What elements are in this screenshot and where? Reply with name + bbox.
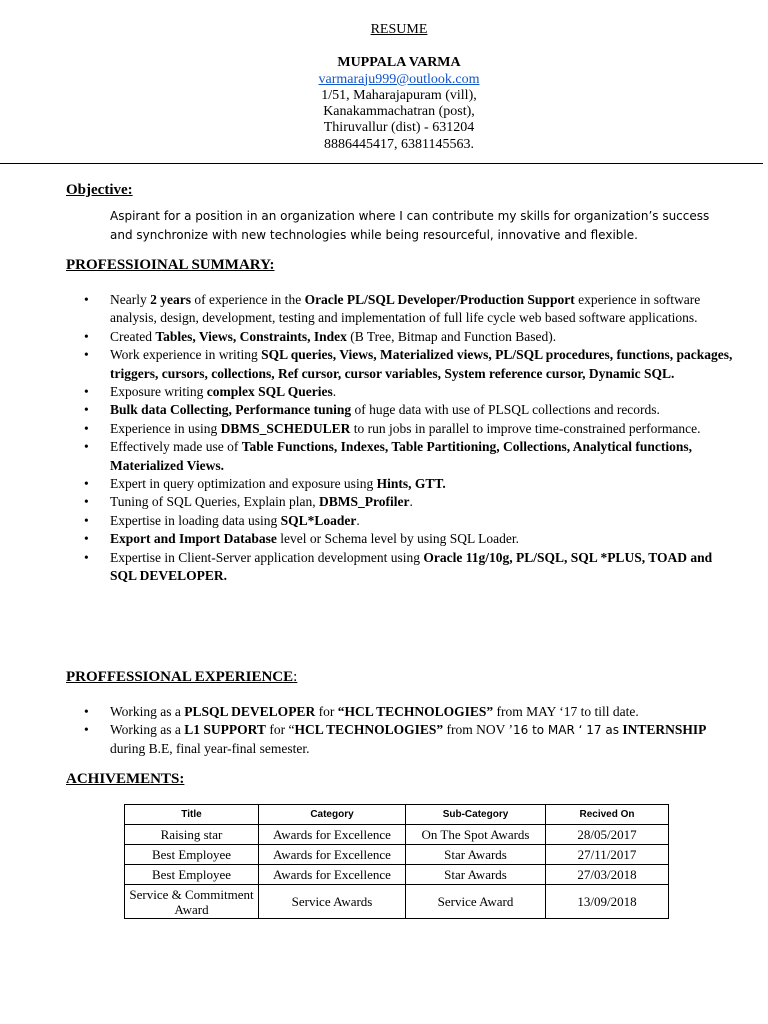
text-run: 16 to MAR ‘ 17 as [512,723,619,738]
table-row [125,825,669,845]
text-run: during B.E, final year-final semester. [110,740,310,756]
text-run: for [315,704,338,719]
text-run: “HCL TECHNOLOGIES” [337,704,494,719]
text-run: complex SQL Queries [206,384,333,400]
text-run: Created [110,328,156,344]
text-run: . [409,494,413,510]
text-run: to run jobs in parallel to improve time-constrained performance. [350,420,701,436]
text-run: Oracle 11g/10g, PL/SQL, SQL *PLUS, TOAD and SQL DEVELOPER. [110,549,713,584]
candidate-name: MUPPALA VARMA [337,55,461,71]
text-run: Export and Import Database [110,531,277,547]
list-item [84,549,734,586]
text-run: SQL queries, Views, Materialized views, PL/SQL procedures, functions, packages, triggers, cursors, collections, Ref cursor, cursor variables, System reference cursor, Dynamic SQL. [110,347,733,381]
column-header-received-on: Recived On [546,805,669,825]
address-line-2: Kanakammachatran (post), [323,104,475,120]
text-run: Exposure writing [110,384,207,400]
phone-numbers: 8886445417, 6381145563. [324,136,474,152]
bullet-icon: • [84,531,89,547]
text-run: 2 years [150,292,191,307]
cell-received-on: 27/03/2018 [546,865,669,885]
text-run: PLSQL DEVELOPER [184,704,316,719]
column-header-title: Title [125,805,259,825]
text-run: INTERNSHIP [622,722,707,738]
table-row [125,885,669,919]
list-item [84,493,734,511]
bullet-icon: • [84,704,89,719]
text-run: L1 SUPPORT [184,722,266,738]
text-run: Effectively made use of [110,439,242,455]
resume-header [0,22,768,153]
list-item [84,328,734,346]
cell-title: Service & Commitment Award [125,885,259,919]
bullet-icon: • [84,549,89,565]
text-run: Working as a [110,722,185,738]
list-item [84,512,734,530]
text-run: Expert in query optimization and exposure using [110,476,377,492]
text-run: Expertise in Client-Server application development using [110,549,424,565]
bullet-icon: • [84,494,89,510]
text-run: from MAY ‘17 to till date. [493,704,639,719]
cell-category: Awards for Excellence [259,865,406,885]
table-row [125,865,669,885]
experience-heading [66,669,297,686]
bullet-icon: • [84,328,89,344]
list-item [84,383,734,401]
text-run: for “ [265,722,295,738]
text-run: SQL*Loader [280,512,357,528]
email-link[interactable]: varmaraju999@outlook.com [318,71,480,87]
text-run: of huge data with use of PLSQL collections and records. [351,402,660,418]
column-header-category: Category [259,805,406,825]
text-run: DBMS_Profiler [319,494,410,510]
list-item [84,721,734,758]
text-run: Table Functions, Indexes, Table Partitioning, Collections, Analytical functions, Materialized Views. [110,439,693,473]
summary-heading: PROFESSIOINAL SUMMARY: [66,257,275,273]
text-run: Oracle PL/SQL Developer/Production Support [304,292,575,307]
list-item [84,530,734,548]
list-item [84,703,734,721]
address-line-3: Thiruvallur (dist) - 631204 [323,120,475,136]
cell-received-on: 13/09/2018 [546,885,669,919]
list-item [84,420,734,438]
table-row [125,845,669,865]
objective-heading: Objective: [66,182,133,198]
text-run: Work experience in writing [110,347,262,363]
text-run: HCL TECHNOLOGIES” [294,722,444,738]
text-run: . [356,512,360,528]
bullet-icon: • [84,402,89,418]
bullet-icon: • [84,722,89,738]
achievements-table [124,804,669,919]
cell-title: Raising star [125,825,259,845]
list-item [84,291,734,328]
bullet-icon: • [84,476,89,492]
text-run: from NOV ’ [443,722,513,738]
column-header-sub-category: Sub-Category [406,805,546,825]
objective-text: Aspirant for a position in an organization where I can contribute my skills for organization’s success and synchronize with new technologies while being resourceful, innovative and flexible. [110,209,710,242]
cell-title: Best Employee [125,845,259,865]
cell-title: Best Employee [125,865,259,885]
experience-heading-text: PROFFESSIONAL EXPERIENCE [66,669,294,685]
bullet-icon: • [84,420,89,436]
bullet-icon: • [84,384,89,400]
cell-received-on: 27/11/2017 [546,845,669,865]
header-divider [0,163,763,164]
text-run: Tables, Views, Constraints, Index [155,328,347,344]
list-item [84,475,734,493]
summary-list [84,291,734,586]
document-title: RESUME [370,22,428,37]
cell-category: Service Awards [259,885,406,919]
text-run: Tuning of SQL Queries, Explain plan, [110,494,319,510]
cell-category: Awards for Excellence [259,845,406,865]
text-run: level or Schema level by using SQL Loader. [276,531,519,547]
list-item [84,346,734,383]
address-line-1: 1/51, Maharajapuram (vill), [321,87,477,103]
list-item [84,401,734,419]
text-run: Hints, GTT. [376,476,446,492]
text-run: Expertise in loading data using [110,512,281,528]
text-run: Nearly [110,292,151,307]
bullet-icon: • [84,292,89,307]
text-run: Experience in using [110,420,221,436]
text-run: . [332,384,337,400]
text-run: of experience in the [190,292,305,307]
experience-list [84,703,734,758]
text-run: DBMS_SCHEDULER [220,420,351,436]
cell-sub-category: Service Award [406,885,546,919]
text-run: (B Tree, Bitmap and Function Based). [346,328,557,344]
cell-category: Awards for Excellence [259,825,406,845]
cell-sub-category: On The Spot Awards [406,825,546,845]
text-run: Working as a [110,704,185,719]
bullet-icon: • [84,347,89,363]
cell-sub-category: Star Awards [406,845,546,865]
achievements-heading: ACHIVEMENTS: [66,771,185,787]
text-run: Bulk data Collecting, Performance tuning [110,402,352,418]
cell-received-on: 28/05/2017 [546,825,669,845]
table-header-row [125,805,669,825]
text-run: experience in software analysis, design, development, testing and implementation of full life cycle web based software applications. [110,292,701,326]
bullet-icon: • [84,439,89,455]
cell-sub-category: Star Awards [406,865,546,885]
bullet-icon: • [84,512,89,528]
experience-heading-colon: : [293,669,298,685]
list-item [84,438,734,475]
